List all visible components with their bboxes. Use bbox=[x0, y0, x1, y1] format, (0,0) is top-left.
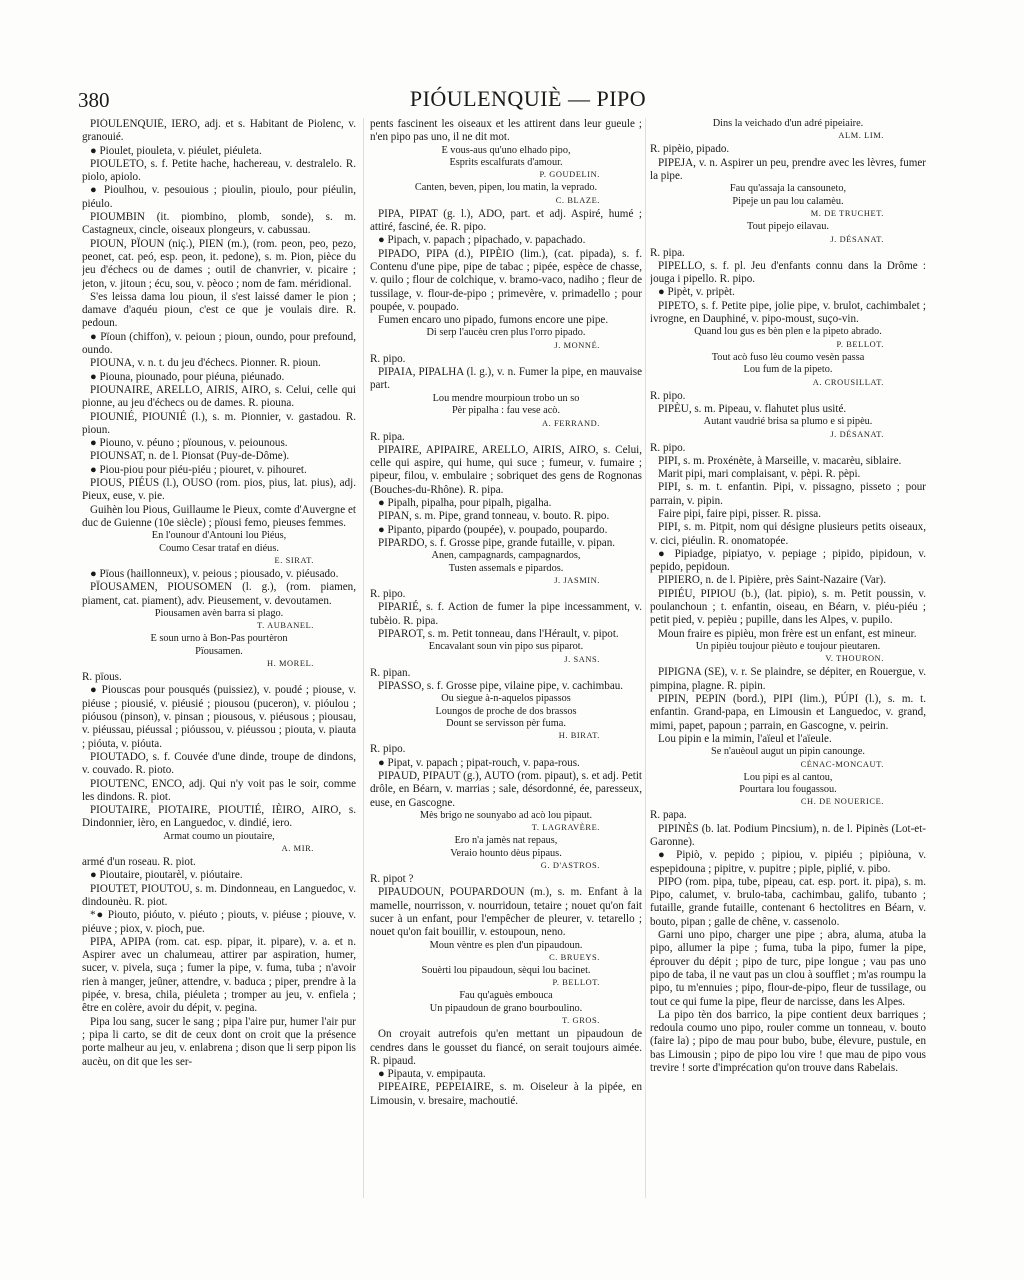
citation-author: T. LAGRAVÈRE. bbox=[531, 823, 600, 833]
dictionary-entry: ● Piouno, v. péuno ; pïounous, v. peiounous. bbox=[90, 437, 288, 450]
citation-author: H. MOREL. bbox=[266, 659, 314, 669]
etymology-reference: R. pïous. bbox=[82, 671, 122, 684]
dictionary-entry: ● Pipiadge, pipiatyo, v. pepiage ; pipido, pipidoun, v. pepido, pepidoun. bbox=[650, 547, 926, 574]
etymology-reference: R. pipot ? bbox=[370, 873, 414, 886]
citation-line: Lou fum de la pipeto. bbox=[743, 364, 833, 376]
citation-line: Loungos de proche de dos brassos bbox=[435, 705, 577, 717]
dictionary-entry: PIPEAIRE, PEPEIAIRE, s. m. Oiseleur à la pipée, en Limousin, v. bresaire, machoutié. bbox=[370, 1081, 642, 1107]
dictionary-entry: PIPI, s. m. Pitpit, nom qui désigne plusieurs petits oiseaux, v. cici, piéulin. R. onomatopée. bbox=[650, 521, 926, 547]
citation-author: H. BIRAT. bbox=[558, 731, 600, 741]
dictionary-entry: PIOUN, PÏOUN (niç.), PIEN (m.), (rom. peon, peo, pezo, peonet, cat. peó, esp. peon, it. pedone), s. m. Pion, pièce du jeu d'échecs ou de dames ; outil de chanvrier, v. picaire ; jeton, v. jitoun ; écu, sou, v. pèoco ; nom de fam. méridional. bbox=[82, 237, 356, 290]
dictionary-entry: PIOUMBIN (it. piombino, plomb, sonde), s. m. Castagneux, cincle, oiseaux plongeurs, v. cabussau. bbox=[82, 211, 356, 237]
column-divider-right bbox=[645, 118, 646, 1198]
dictionary-entry: PIPIGNA (SE), v. r. Se plaindre, se dépiter, en Rouergue, v. pimpina, plagne. R. pipin. bbox=[650, 666, 926, 692]
citation-author: P. GOUDELIN. bbox=[539, 170, 600, 180]
etymology-reference: R. pipo. bbox=[370, 743, 406, 756]
citation-line: Ero n'a jamès nat repaus, bbox=[454, 835, 558, 847]
citation-author: J. DÉSANAT. bbox=[830, 429, 884, 439]
column-divider-left bbox=[363, 118, 364, 1198]
citation-line: Se n'auèoul augut un pipin canounge. bbox=[711, 746, 865, 758]
citation-line: Un pipaudoun de grano bourboulino. bbox=[429, 1002, 583, 1014]
dictionary-entry: ● Pioulhou, v. pesouious ; pioulin, pioulo, pour piéulin, piéulo. bbox=[82, 184, 356, 210]
dictionary-entry: ● Piou-piou pour piéu-piéu ; piouret, v. pihouret. bbox=[90, 463, 307, 476]
dictionary-entry: ● Pïoun (chiffon), v. peioun ; pioun, oundo, pour prefound, oundo. bbox=[82, 330, 356, 357]
dictionary-entry: ● Pioutaire, pioutarèl, v. pióutaire. bbox=[90, 869, 243, 882]
dictionary-entry: Moun fraire es pipièu, mon frère est un enfant, est mineur. bbox=[658, 627, 917, 640]
running-head: PIÓULENQUIÈ — PIPO bbox=[409, 86, 647, 111]
dictionary-entry: Lou pipin e la mimin, l'aïeul et l'aïeule. bbox=[658, 732, 832, 745]
citation-author: J. SANS. bbox=[564, 654, 600, 664]
citation-line: Anen, campagnards, campagnardos, bbox=[431, 550, 581, 562]
dictionary-entry: PIPAROT, s. m. Petit tonneau, dans l'Hérault, v. pipot. bbox=[378, 627, 619, 640]
dictionary-entry: Garni uno pipo, charger une pipe ; abra, aluma, atuba la pipo, allumer la pipe ; fuma, tuba la pipo, fumer la pipe, éprouver du dépit ; pipo de turc, pipe longue ; vau pas uno pipo de taba, il ne vaut pas un clou à soufflet ; m'as roumpu la pipo, tu m'ennuies ; pipo, flour-de-pipo, fleur de tussilage, ou tout ce qui fume la pipe, fleur de narcisse, dans les Alpes. bbox=[650, 929, 926, 1008]
citation-line: E vous-aus qu'uno elhado pipo, bbox=[441, 144, 571, 156]
citation-line: Tout pipejo eilavau. bbox=[747, 221, 829, 233]
citation-line: Tusten assemals e pipardos. bbox=[448, 562, 564, 574]
dictionary-entry: PIPELLO, s. f. pl. Jeu d'enfants connu dans la Drôme : jouga i pipello. R. pipo. bbox=[650, 259, 926, 286]
dictionary-entry: PIOUTENC, ENCO, adj. Qui n'y voit pas le soir, comme les dindons. R. piot. bbox=[82, 777, 356, 803]
citation-author: T. AUBANEL. bbox=[257, 621, 314, 631]
citation-line: Dount se servisson pèr fuma. bbox=[446, 718, 566, 730]
dictionary-entry: PIPAIRE, APIPAIRE, ARELLO, AIRIS, AIRO, s. Celui, celle qui aspire, qui hume, qui suce ; fumeur, v. fumaire ; pipeur, filou, v. embulaire ; sobriquet des gens de Rognonas (Bouches-du-Rhône). R. pipa. bbox=[370, 443, 642, 496]
citation-author: CÉNAC-MONCAUT. bbox=[800, 759, 884, 769]
dictionary-entry: ● Pipalh, pipalha, pour pipalh, pigalha. bbox=[378, 497, 552, 510]
citation-line: Moun vèntre es plen d'un pipaudoun. bbox=[429, 939, 583, 951]
column-right bbox=[650, 118, 926, 1198]
dictionary-entry: Faire pipi, faire pipi, pisser. R. pissa. bbox=[658, 508, 821, 520]
dictionary-entry: *● Piouto, pióuto, v. piéuto ; piouts, v. piéuse ; piouve, v. piéuve ; piox, v. pioch, pue. bbox=[82, 909, 356, 935]
citation-line: Pipeje un pau lou calamèu. bbox=[732, 195, 844, 207]
citation-line: Ou siegue à-n-aquelos pipassos bbox=[441, 693, 571, 705]
citation-line: Pèr pipalha : fau vese acò. bbox=[451, 405, 561, 417]
citation-author: J. MONNÉ. bbox=[554, 340, 600, 350]
citation-line: Dins la veichado d'un adré pipeiaire. bbox=[712, 118, 864, 129]
dictionary-entry: ● Pipauta, v. empipauta. bbox=[378, 1068, 486, 1081]
etymology-reference: R. pipan. bbox=[370, 666, 411, 679]
dictionary-entry: PIPI, s. m. Proxénète, à Marseille, v. macarèu, siblaire. bbox=[658, 454, 902, 467]
citation-author: J. DÉSANAT. bbox=[830, 234, 884, 244]
citation-author: G. D'ASTROS. bbox=[540, 861, 600, 871]
citation-line: Esprits escalfurats d'amour. bbox=[449, 157, 563, 168]
dictionary-entry: PIPAUDOUN, POUPARDOUN (m.), s. m. Enfant à la mamelle, nourrisson, v. nourridoun, tetaire ; nouet qu'on fait sucer à un enfant, pour l'empêcher de pleurer, v. tetarello ; nouet qu'on fait bouillir, v. estoupoun, neno. bbox=[370, 886, 642, 939]
citation-line: Quand lou gus es bèn plen e la pipeto abrado. bbox=[694, 326, 882, 338]
citation-line: Lou mendre mourpioun trobo un so bbox=[432, 392, 580, 404]
citation-line: Canten, beven, pipen, lou matin, la veprado. bbox=[414, 182, 598, 194]
dictionary-entry: PIPIÉU, PIPIOU (b.), (lat. pipio), s. m. Petit poussin, v. poulanchoun ; t. enfantin, oiseau, en Béarn, v. piéu-piéu ; petit pied, v. pepièu ; pupille, dans les Alpes, v. pupilo. bbox=[650, 587, 926, 627]
dictionary-entry: PIPAIA, PIPALHA (l. g.), v. n. Fumer la pipe, en mauvaise part. bbox=[370, 366, 642, 392]
dictionary-entry: ● Pipat, v. papach ; pipat-rouch, v. papa-rous. bbox=[378, 756, 580, 769]
dictionary-entry: PIPIN, PEPIN (bord.), PIPI (lim.), PÚPI (l.), s. m. t. enfantin. Grand-papa, en Limousin et Languedoc, v. grand, mimi, papet, papoun ; parrain, en Gascogne, v. peirin. bbox=[650, 692, 926, 732]
etymology-reference: R. pipo. bbox=[370, 352, 406, 365]
dictionary-entry: ● Piouna, piounado, pour piéuna, piéunado. bbox=[90, 370, 285, 383]
column-middle bbox=[370, 118, 642, 1198]
dictionary-entry: PIOUTAIRE, PIOTAIRE, PIOUTIÉ, IÈIRO, AIRO, s. Dindonnier, ièro, en Languedoc, v. dindié, iero. bbox=[82, 804, 356, 830]
etymology-reference: R. pipo. bbox=[650, 441, 686, 454]
citation-line: Pïousamen. bbox=[195, 645, 243, 657]
etymology-reference: R. pipa. bbox=[370, 430, 405, 443]
dictionary-entry: PIPETO, s. f. Petite pipe, jolie pipe, v. brulot, cachimbalet ; ivrogne, en Dauphiné, v. pipo-moust, suço-vin. bbox=[650, 299, 926, 325]
dictionary-entry: Fumen encaro uno pipado, fumons encore une pipe. bbox=[378, 314, 609, 327]
dictionary-entry: PIPARIÉ, s. f. Action de fumer la pipe incessamment, v. tubèio. R. pipa. bbox=[370, 601, 642, 627]
dictionary-entry: PIPA, PIPAT (g. l.), ADO, part. et adj. Aspiré, humé ; attiré, fasciné, ée. R. pipo. bbox=[370, 207, 642, 234]
citation-line: Coumo Cesar trataf en diéus. bbox=[159, 542, 279, 554]
dictionary-entry: PIPADO, PIPA (d.), PIPÈIO (lim.), (cat. pipada), s. f. Contenu d'une pipe, pipe de tabac ; pipée, espèce de chasse, v. quilo ; flour de colchique, v. bramo-vaco, nadiho ; fleur de tussilage, v. flour-de-pipo ; primevère, v. primadello ; pour poupée, v. poupado. bbox=[370, 247, 642, 313]
dictionary-entry: PIPI, s. m. t. enfantin. Pipi, v. pissagno, pisseto ; pour parrain, v. pipin. bbox=[650, 481, 926, 507]
dictionary-entry: PIPO (rom. pipa, tube, pipeau, cat. esp. port. it. pipa), s. m. Pipo, calumet, v. brulo-taba, cachimbau, galifo, tubanto ; futaille, grande futaille, contenant 6 hectolitres en Béarn, v. bouto, pipan ; galle de chêne, v. cassenolo. bbox=[650, 875, 926, 928]
citation-line: Lou pipi es al cantou, bbox=[743, 771, 833, 783]
dictionary-entry: PIPASSO, s. f. Grosse pipe, vilaine pipe, v. cachimbau. bbox=[378, 679, 624, 692]
citation-author: A. CROUSILLAT. bbox=[812, 377, 884, 387]
citation-line: En l'ounour d'Antouni lou Piéus, bbox=[151, 530, 287, 542]
dictionary-entry: Pipa lou sang, sucer le sang ; pipa l'aire pur, humer l'air pur ; pipa li carto, se dit de ceux dont on croit que la présence porte malheur au jeu, v. enlabrena ; dison que li serp pipon lis aucèu, on dit que les ser- bbox=[82, 1015, 356, 1068]
citation-author: J. JASMIN. bbox=[554, 576, 600, 586]
citation-line: Piousamen avèn barra si plago. bbox=[154, 607, 284, 619]
dictionary-entry: ● Piouscas pour pousqués (puissiez), v. poudé ; piouse, v. piéuse ; piousié, v. piéusié ; piousou (puceron), v. pióulou ; pióusou (pinson), v. pinsan ; piousous, v. piéusous ; piousau, v. piéussau, piéussal ; pióussou, v. piéussou ; piouta, v. piauta ; pióuta, v. pióuta. bbox=[82, 684, 356, 750]
citation-line: E soun urno à Bon-Pas pourtèron bbox=[150, 633, 288, 645]
citation-author: A. MIR. bbox=[281, 844, 314, 854]
citation-line: Mès brigo ne sounyabo ad acò lou pipaut. bbox=[419, 809, 593, 821]
citation-author: A. FERRAND. bbox=[541, 418, 600, 428]
page-header bbox=[78, 86, 978, 114]
column-left bbox=[82, 118, 356, 1198]
etymology-reference: R. pipo. bbox=[370, 588, 406, 601]
dictionary-entry: PIOUS, PIÉUS (l.), OUSO (rom. pios, pius, lat. pius), adj. Pieux, euse, v. pie. bbox=[82, 477, 356, 503]
dictionary-entry: PIPARDO, s. f. Grosse pipe, grande futaille, v. pipan. bbox=[378, 536, 616, 549]
citation-line: Fau qu'aguès embouca bbox=[459, 990, 553, 1002]
citation-author: V. THOURON. bbox=[825, 654, 884, 664]
citation-line: Pourtara lou fougassou. bbox=[739, 783, 837, 795]
dictionary-entry: PIOUNIÉ, PIOUNIÉ (l.), s. m. Pionnier, v. gastadou. R. pioun. bbox=[82, 410, 356, 436]
dictionary-entry: ● Pipiò, v. pepido ; pipiou, v. pipiéu ; pipiòuna, v. espepidouna ; pipitre, v. pupitre ; piple, piplié, v. pibo. bbox=[650, 849, 926, 875]
dictionary-entry: Marit pipi, mari complaisant, v. pèpi. R. pèpi. bbox=[658, 468, 861, 481]
dictionary-entry: PÏOUSAMEN, PIOUSOMEN (l. g.), (rom. piamen, piament, cat. piament), adv. Pieusement, v. devoutamen. bbox=[82, 581, 356, 607]
citation-line: Souèrti lou pipaudoun, sèqui lou bacinet. bbox=[421, 965, 591, 977]
citation-author: C. BLAZE. bbox=[555, 195, 600, 205]
etymology-reference: R. papa. bbox=[650, 809, 687, 822]
dictionary-entry: PIPEJA, v. n. Aspirer un peu, prendre avec les lèvres, fumer la pipe. bbox=[650, 156, 926, 182]
dictionary-entry: PIPAUD, PIPAUT (g.), AUTO (rom. pipaut), s. et adj. Petit drôle, en Béarn, v. marrias ; sale, désordonné, ée, paresseux, euse, en Gascogne. bbox=[370, 770, 642, 809]
dictionary-entry: PIPÈU, s. m. Pipeau, v. flahutet plus usité. bbox=[658, 402, 847, 415]
dictionary-entry: PIPIERO, n. de l. Pipière, près Saint-Nazaire (Var). bbox=[658, 574, 886, 587]
etymology-reference: R. pipo. bbox=[650, 389, 686, 402]
dictionary-entry: PIPINÈS (b. lat. Podium Pincsium), n. de l. Pipinès (Lot-et-Garonne). bbox=[650, 822, 926, 848]
citation-line: Un pipièu toujour pièuto e toujour pieutaren. bbox=[695, 640, 881, 652]
dictionary-entry: PIPAN, s. m. Pipe, grand tonneau, v. bouto. R. pipo. bbox=[378, 510, 610, 523]
citation-author: T. GROS. bbox=[562, 1016, 600, 1026]
citation-line: Veraio hounto dèus pipaus. bbox=[450, 847, 562, 859]
dictionary-entry: ● Pïous (haillonneux), v. peious ; piousado, v. piéusado. bbox=[90, 568, 339, 581]
dictionary-entry: PIOUTADO, s. f. Couvée d'une dinde, troupe de dindons, v. couvado. R. pioto. bbox=[82, 750, 356, 777]
citation-line: Encavalant soun vin pipo sus piparot. bbox=[428, 641, 584, 653]
citation-line: Di serp l'aucèu cren plus l'orro pipado. bbox=[426, 327, 586, 339]
entry-continuation: armé d'un roseau. R. piot. bbox=[82, 856, 196, 869]
citation-author: M. DE TRUCHET. bbox=[810, 209, 884, 219]
dictionary-entry: ● Pioulet, piouleta, v. piéulet, piéuleta. bbox=[90, 144, 262, 157]
dictionary-entry: PIOUTET, PIOUTOU, s. m. Dindonneau, en Languedoc, v. dindounèu. R. piot. bbox=[82, 882, 356, 908]
citation-author: E. SIRAT. bbox=[274, 556, 314, 566]
citation-line: Armat coumo un pioutaire, bbox=[163, 830, 275, 842]
dictionary-entry: PIPA, APIPA (rom. cat. esp. pipar, it. pipare), v. a. et n. Aspirer avec un chalumeau, attirer par aspiration, humer, sucer, v. pivela, suça ; fumer la pipe, v. fuma, tuba ; n'avoir rien à manger, jeûner, attendre, v. baduca ; piper, prendre à la pipée, v. bresa, chila, piéuleta ; tromper au jeu, v. enfiela ; être en colère, avoir du dépit, v. pegina. bbox=[82, 935, 356, 1015]
dictionary-entry: ● Pipach, v. papach ; pipachado, v. papachado. bbox=[378, 234, 586, 247]
dictionary-entry: PIOUNSAT, n. de l. Pionsat (Puy-de-Dôme). bbox=[90, 450, 290, 463]
citation-author: C. BRUEYS. bbox=[549, 953, 600, 963]
citation-line: Fau qu'assaja la cansouneto, bbox=[729, 183, 847, 195]
dictionary-entry: PIÓULENQUIÉ, IERO, adj. et s. Habitant de Piolenc, v. granouié. bbox=[82, 118, 356, 144]
dictionary-entry: On croyait autrefois qu'en mettant un pipaudoun de cendres dans le gousset du fiancé, on serait toujours aimée. R. pipaud. bbox=[370, 1028, 642, 1067]
citation-line: Autant vaudrié brisa sa plumo e si pipèu. bbox=[703, 416, 873, 428]
dictionary-entry: PIOUNAIRE, ARELLO, AIRIS, AIRO, s. Celui, celle qui pionne, au jeu d'échecs ou de dames. R. piouna. bbox=[82, 383, 356, 410]
dictionary-entry: Guihèn lou Pious, Guillaume le Pieux, comte d'Auvergne et duc de Guienne (10e siècle) ; pïousi femo, pieuses femmes. bbox=[82, 503, 356, 529]
citation-author: P. BELLOT. bbox=[552, 978, 600, 988]
dictionary-entry: La pipo tèn dos barrico, la pipe contient deux barriques ; redoula coumo uno pipo, rouler comme un tonneau, v. bouto (faire la) ; pipo de mau pour bubo, bube, élevure, pustule, en bas Limousin ; pipo de pipo lou vire ! que mau de pipo vous trevire ! sorte d'imprécation qu'on trouve dans Rabelais. bbox=[650, 1008, 926, 1075]
citation-author: CH. DE NOUERICE. bbox=[800, 797, 884, 807]
dictionary-entry: S'es leissa dama lou pioun, il s'est laissé damer le pion ; damave d'aquéu pioun, c'est ce que je voulais dire. R. pedoun. bbox=[82, 290, 356, 330]
etymology-reference: R. pipa. bbox=[650, 246, 685, 259]
page-number: 380 bbox=[78, 88, 110, 112]
etymology-reference: R. pipèio, pipado. bbox=[650, 143, 730, 156]
citation-author: P. BELLOT. bbox=[836, 339, 884, 349]
dictionary-entry: PIOULETO, s. f. Petite hache, hachereau, v. destralelo. R. piolo, apiolo. bbox=[82, 157, 356, 184]
dictionary-entry: ● Pipèt, v. pripèt. bbox=[658, 286, 735, 299]
dictionary-entry: PIOUNA, v. n. t. du jeu d'échecs. Pionner. R. pioun. bbox=[90, 357, 321, 370]
dictionary-entry: ● Pipanto, pipardo (poupée), v. poupado, poupardo. bbox=[378, 523, 608, 536]
citation-author: ALM. LIM. bbox=[838, 131, 884, 141]
entry-continuation: pents fascinent les oiseaux et les attirent dans leur gueule ; n'en pipo pas uno, il ne dit mot. bbox=[370, 118, 642, 144]
citation-line: Tout acò fuso lèu coumo vesèn passa bbox=[711, 351, 865, 363]
